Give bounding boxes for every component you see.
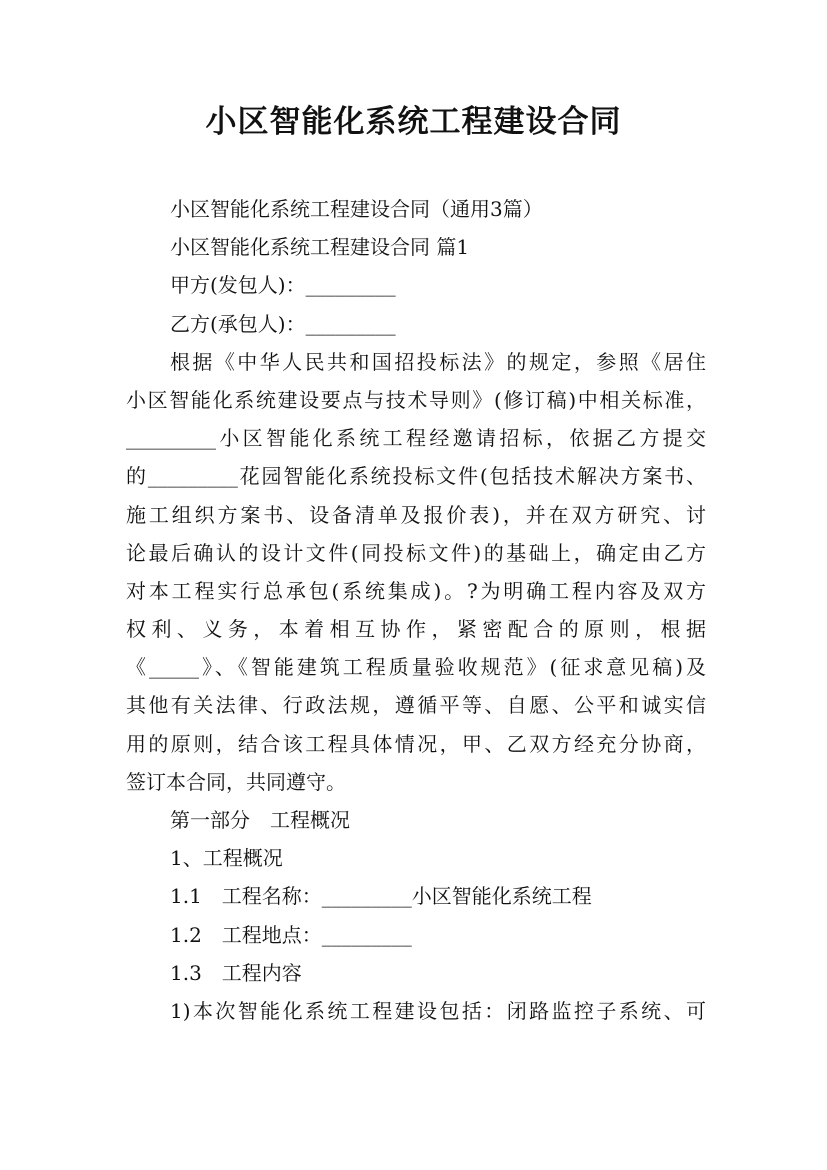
clause-line: 1.1 工程名称：_________小区智能化系统工程 [170, 884, 592, 909]
paragraph-line: 论最后确认的设计文件(同投标文件)的基础上，确定由乙方 [126, 540, 706, 565]
paragraph-line: 小区智能化系统建设要点与技术导则》(修订稿)中相关标准， [126, 387, 706, 412]
document-body [126, 190, 706, 1030]
paragraph-line: 小区智能化系统工程建设合同 篇1 [170, 235, 470, 260]
paragraph-line: 《_____》、《智能建筑工程质量验收规范》(征求意见稿)及 [126, 655, 706, 680]
paragraph-line: 根据《中华人民共和国招投标法》的规定，参照《居住 [170, 349, 706, 374]
subsection-heading: 1、工程概况 [170, 846, 283, 871]
section-heading: 第一部分 工程概况 [170, 808, 350, 832]
paragraph-line: _________小区智能化系统工程经邀请招标，依据乙方提交 [126, 426, 706, 451]
clause-line: 1.3 工程内容 [170, 960, 302, 985]
paragraph-line: 甲方(发包人)：_________ [170, 273, 396, 298]
paragraph-line: 对本工程实行总承包(系统集成)。?为明确工程内容及双方 [126, 578, 706, 603]
document-title: 小区智能化系统工程建设合同 [205, 104, 622, 140]
clause-line: 1.2 工程地点：_________ [170, 922, 412, 947]
paragraph-line: 的_________花园智能化系统投标文件(包括技术解决方案书、 [126, 464, 706, 489]
clause-line: 1)本次智能化系统工程建设包括：闭路监控子系统、可 [170, 998, 706, 1023]
paragraph-line: 其他有关法律、行政法规，遵循平等、自愿、公平和诚实信 [126, 693, 706, 718]
paragraph-line: 用的原则，结合该工程具体情况，甲、乙双方经充分协商， [126, 731, 706, 756]
paragraph-line: 权利、义务，本着相互协作，紧密配合的原则，根据 [126, 617, 706, 642]
paragraph-line: 签订本合同，共同遵守。 [126, 769, 346, 794]
paragraph-line: 小区智能化系统工程建设合同（通用3篇） [170, 197, 543, 221]
paragraph-line: 乙方(承包人)：_________ [170, 311, 396, 336]
paragraph-line: 施工组织方案书、设备清单及报价表)，并在双方研究、讨 [126, 502, 706, 527]
